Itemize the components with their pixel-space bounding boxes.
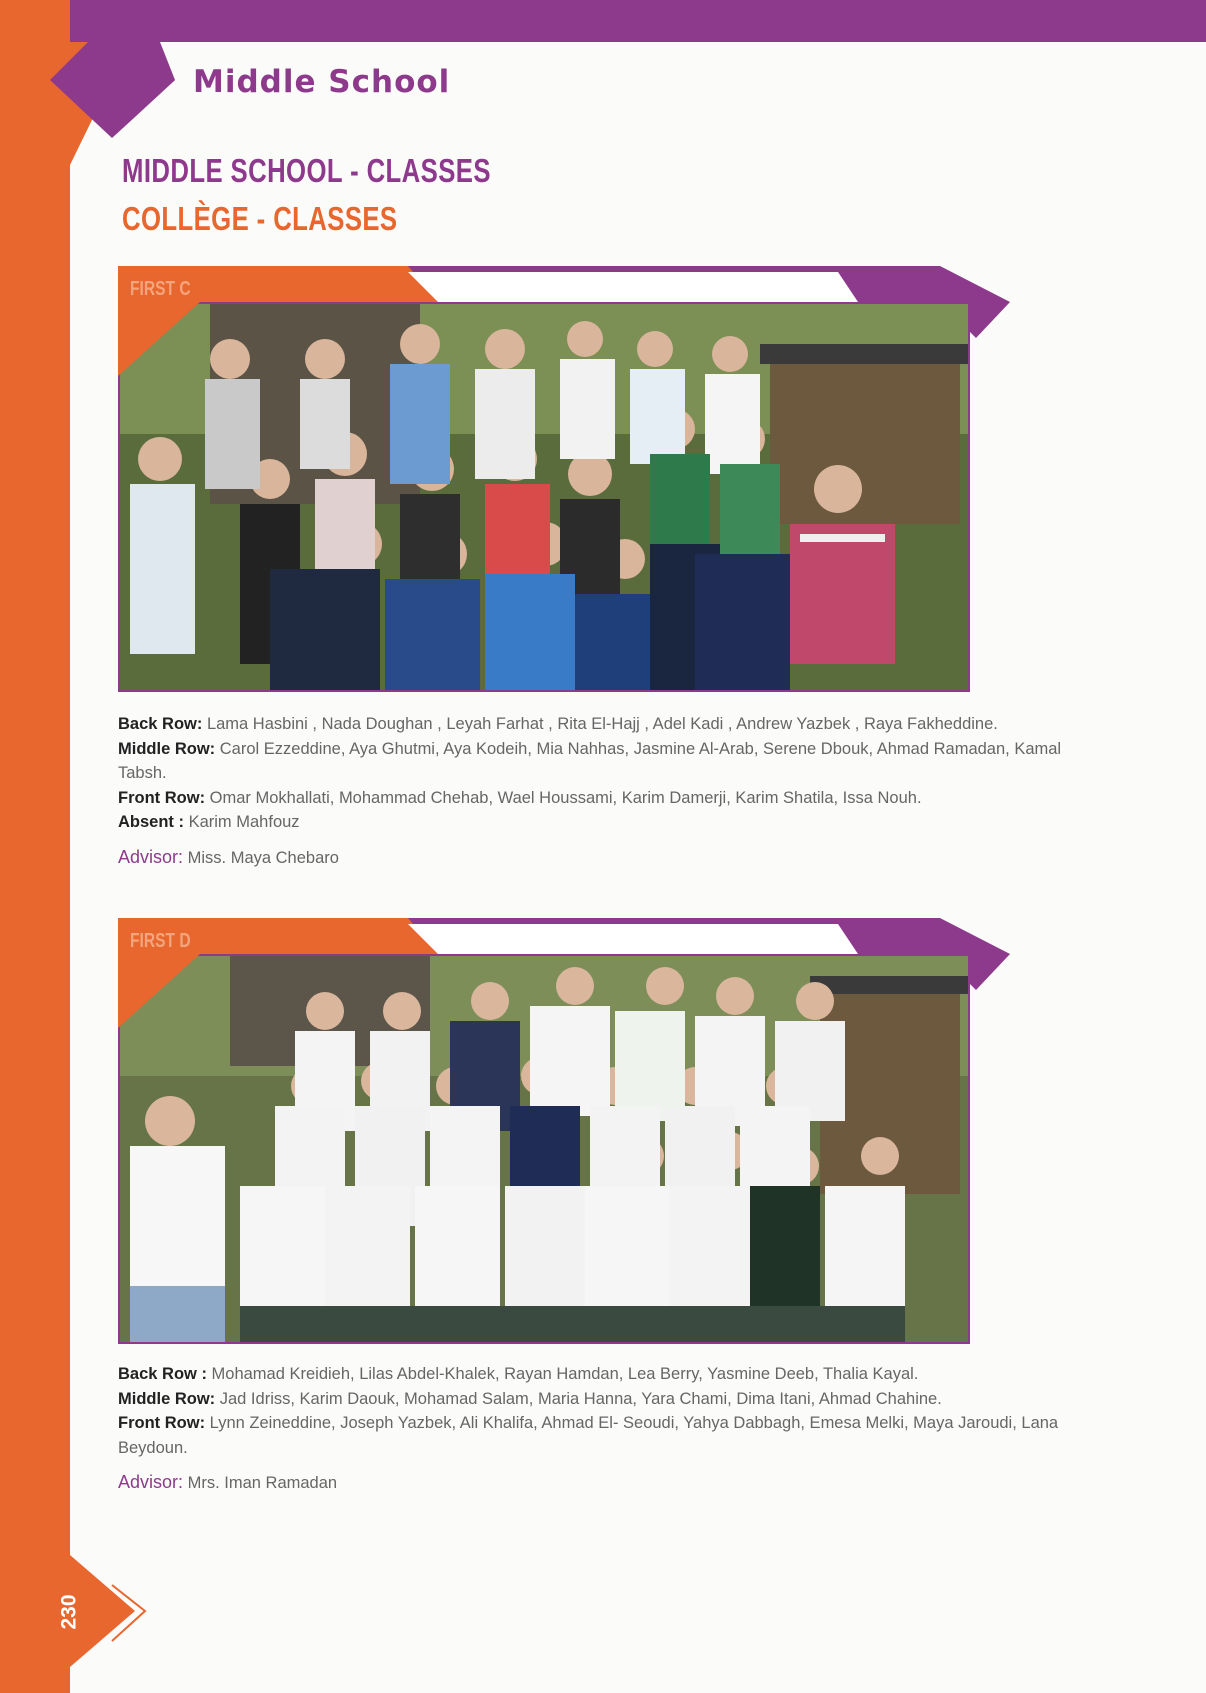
caption-row: [118, 1411, 1098, 1460]
class-photo: [118, 302, 970, 692]
row-names: Carol Ezzeddine, Aya Ghutmi, Aya Kodeih, Mia Nahhas, Jasmine Al-Arab, Serene Dbouk, Ahmad Ramadan, Kamal Tabsh.: [118, 739, 1062, 782]
page-title-english: MIDDLE SCHOOL - CLASSES: [122, 152, 491, 189]
class-caption-first-c: [118, 712, 1098, 870]
caption-row: [118, 712, 1098, 737]
caption-row: [118, 810, 1098, 835]
class-group-photo-icon: [120, 956, 970, 1344]
caption-row: [118, 1362, 1098, 1387]
advisor-name: Miss. Maya Chebaro: [187, 848, 339, 867]
row-names: Jad Idriss, Karim Daouk, Mohamad Salam, Maria Hanna, Yara Chami, Dima Itani, Ahmad Chahine.: [219, 1389, 942, 1408]
photo-corner-decoration: [118, 954, 210, 1034]
class-block-first-c: [118, 266, 1010, 696]
class-block-first-d: [118, 918, 1010, 1348]
advisor-label: Advisor:: [118, 1472, 184, 1492]
advisor-row: [118, 845, 1098, 871]
row-names: Karim Mahfouz: [188, 813, 300, 831]
section-title: Middle School: [193, 64, 451, 100]
class-label: FIRST C: [130, 278, 191, 300]
class-caption-first-d: [118, 1362, 1098, 1496]
caption-row: [118, 737, 1098, 786]
page-number: 230: [57, 1594, 81, 1630]
row-names: Omar Mokhallati, Mohammad Chehab, Wael Houssami, Karim Damerji, Karim Shatila, Issa Nouh.: [209, 788, 922, 807]
row-label: Front Row:: [118, 1414, 206, 1432]
row-label: Back Row :: [118, 1365, 207, 1383]
class-photo: [118, 954, 970, 1344]
photo-corner-decoration: [118, 302, 210, 382]
row-names: Mohamad Kreidieh, Lilas Abdel-Khalek, Rayan Hamdan, Lea Berry, Yasmine Deeb, Thalia Kayal.: [211, 1365, 919, 1383]
row-label: Middle Row:: [118, 1389, 216, 1408]
advisor-row: [118, 1470, 1098, 1496]
class-label: FIRST D: [130, 930, 191, 952]
row-label: Back Row:: [118, 715, 203, 733]
caption-row: [118, 1387, 1098, 1412]
caption-row: [118, 786, 1098, 811]
row-names: Lama Hasbini , Nada Doughan , Leyah Farhat , Rita El-Hajj , Adel Kadi , Andrew Yazbek , Raya Fakheddine.: [206, 715, 998, 733]
advisor-name: Mrs. Iman Ramadan: [187, 1474, 338, 1492]
row-label: Middle Row:: [118, 739, 216, 758]
left-color-bar: [0, 0, 70, 1693]
row-label: Front Row:: [118, 788, 206, 807]
advisor-label: Advisor:: [118, 846, 184, 867]
row-label: Absent :: [118, 813, 184, 831]
class-group-photo-icon: [120, 304, 970, 692]
row-names: Lynn Zeineddine, Joseph Yazbek, Ali Khalifa, Ahmad El- Seoudi, Yahya Dabbagh, Emesa Melki, Maya Jaroudi, Lana Beydoun.: [118, 1414, 1059, 1457]
page-title-french: COLLÈGE - CLASSES: [122, 200, 398, 237]
